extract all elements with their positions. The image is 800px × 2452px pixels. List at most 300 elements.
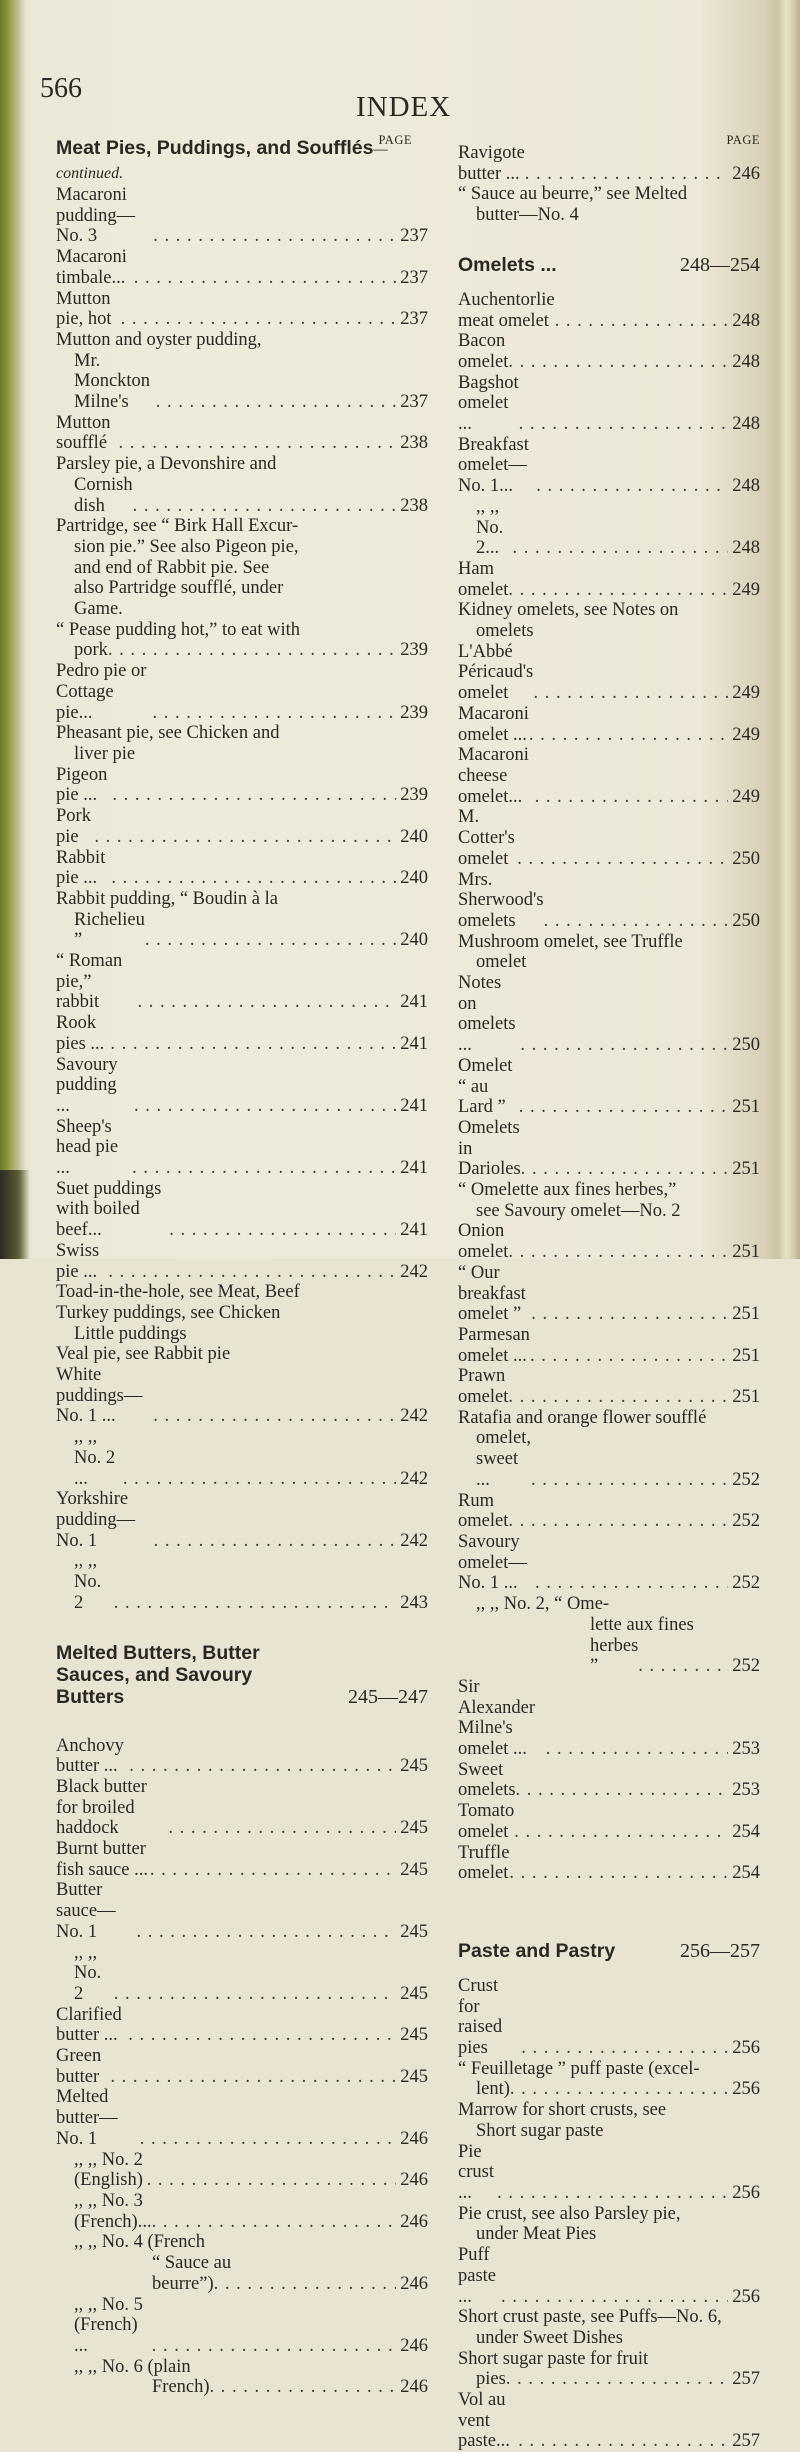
leader-dots	[112, 785, 396, 806]
entry-text: Rum omelet	[458, 1490, 509, 1532]
section-page-range: 245—247	[348, 1685, 428, 1708]
entry-text: Bagshot omelet ...	[458, 372, 519, 435]
entry-text: Mrs. Sherwood's omelets	[458, 869, 544, 931]
leader-dots	[150, 1860, 396, 1881]
leader-dots	[544, 911, 729, 932]
binding-shadow	[0, 1170, 30, 1259]
entry-text: L'Abbé Péricaud's omelet	[458, 641, 534, 704]
entry-page-number: 246	[400, 2335, 428, 2356]
index-entry	[458, 559, 760, 600]
entry-text: Partridge, see “ Birk Hall Excur-	[56, 516, 299, 537]
index-entry	[458, 1801, 760, 1842]
leader-dots	[497, 2183, 728, 2204]
entry-page-number: 246	[732, 163, 760, 184]
entry-page-number: 240	[400, 868, 428, 889]
entry-page-number: 237	[400, 392, 428, 413]
entry-text: Mutton pie, hot	[56, 288, 112, 330]
entry-page-number: 242	[400, 1468, 428, 1489]
entry-page-number: 238	[400, 495, 428, 516]
entry-text: Burnt butter fish sauce ...	[56, 1839, 148, 1880]
index-entry	[56, 185, 428, 247]
leader-dots	[508, 1387, 728, 1408]
entry-page-number: 240	[400, 930, 428, 951]
index-entry	[458, 1221, 760, 1262]
entry-text: Pigeon pie ...	[56, 764, 108, 806]
index-entry	[56, 951, 428, 1013]
entry-text: Auchentorlie meat omelet	[458, 289, 555, 331]
leader-dots	[108, 1262, 396, 1283]
leader-dots	[123, 1469, 396, 1490]
entry-text: ,, ,, No. 2...	[476, 496, 504, 559]
entry-text: Short sugar paste for fruit	[458, 2348, 649, 2369]
leader-dots	[169, 1220, 396, 1241]
entry-text: Onion omelet	[458, 1221, 509, 1263]
section-title-line: Sauces, and Savoury	[56, 1663, 253, 1686]
leader-dots	[134, 268, 397, 289]
leader-dots	[154, 1531, 397, 1552]
entry-text: Macaroni omelet ...	[458, 703, 529, 745]
entry-text: omelets	[476, 621, 534, 642]
entry-text: Short sugar paste	[476, 2120, 604, 2141]
leader-dots	[129, 1756, 396, 1777]
entry-text: Prawn omelet	[458, 1366, 509, 1408]
index-entry	[56, 2295, 428, 2357]
index-entry	[56, 889, 428, 910]
entry-text: Mutton and oyster pudding,	[56, 329, 262, 350]
index-entry	[56, 744, 428, 765]
leader-dots	[111, 868, 396, 889]
entry-page-number: 248	[732, 538, 760, 559]
entry-page-number: 251	[732, 1345, 760, 1366]
leader-dots	[140, 2129, 397, 2150]
entry-text: Mushroom omelet, see Truffle	[458, 931, 683, 952]
entry-text: Mutton soufflé	[56, 412, 111, 454]
entry-text: Turkey puddings, see Chicken	[56, 1302, 281, 1323]
index-entry	[56, 1179, 428, 1241]
index-entry	[56, 2274, 428, 2295]
leader-dots	[530, 1346, 728, 1367]
leader-dots	[147, 2170, 397, 2191]
entry-page-number: 254	[732, 1863, 760, 1884]
leader-dots	[508, 1511, 728, 1532]
index-entry	[56, 351, 428, 413]
entry-page-number: 239	[400, 785, 428, 806]
leader-dots	[512, 538, 728, 559]
index-entry	[56, 2150, 428, 2191]
page-edge	[766, 0, 800, 1259]
index-entry	[56, 1282, 428, 1303]
entry-text: “ Our breakfast omelet ”	[458, 1262, 526, 1325]
entry-page-number: 252	[732, 1511, 760, 1532]
entry-text: Savoury pudding ...	[56, 1054, 118, 1116]
index-entry	[458, 1491, 760, 1532]
leader-dots	[501, 2287, 728, 2308]
leader-dots	[531, 1304, 728, 1325]
entry-text: Puff paste ...	[458, 2245, 497, 2307]
leader-dots	[114, 1593, 396, 1614]
section-title: Meat Pies, Puddings, and Soufflés	[56, 137, 374, 159]
index-entry	[458, 1760, 760, 1801]
entry-text: Anchovy butter ...	[56, 1735, 124, 1777]
index-entry	[56, 537, 428, 558]
index-entry	[56, 1880, 428, 1942]
index-entry	[56, 2357, 428, 2378]
index-entry	[56, 1117, 428, 1179]
entry-page-number: 246	[400, 2128, 428, 2149]
left-column	[56, 134, 428, 2398]
leader-dots	[210, 2377, 397, 2398]
index-entry	[458, 745, 760, 807]
section-heading-paste-pastry	[458, 1940, 760, 1962]
index-entry	[56, 558, 428, 579]
entry-text: Rook pies ...	[56, 1013, 105, 1054]
entry-text: Melted butter—No. 1	[56, 2087, 118, 2149]
leader-dots	[110, 2067, 396, 2088]
entry-text: Truffle omelet	[458, 1842, 510, 1884]
entry-text: and end of Rabbit pie. See	[74, 557, 270, 578]
leader-dots	[152, 2212, 397, 2233]
index-entry	[458, 2121, 760, 2142]
index-entry	[458, 1594, 760, 1615]
entry-list-top	[458, 143, 760, 226]
entry-text: Mr. Monckton Milne's	[74, 350, 151, 413]
index-entry	[56, 1839, 428, 1880]
index-entry	[458, 1180, 760, 1201]
leader-dots	[145, 930, 396, 951]
entry-page-number: 238	[400, 433, 428, 454]
entry-text: Omelets in Darioles	[458, 1117, 521, 1180]
leader-dots	[508, 1242, 728, 1263]
leader-dots	[153, 226, 396, 247]
leader-dots	[153, 1406, 396, 1427]
entry-text: liver pie	[74, 743, 136, 764]
entry-page-number: 250	[732, 1035, 760, 1056]
entry-page-number: 256	[732, 2286, 760, 2307]
entry-text: butter—No. 4	[476, 205, 579, 226]
leader-dots	[108, 640, 396, 661]
entry-page-number: 246	[400, 2273, 428, 2294]
entry-page-number: 241	[400, 1095, 428, 1116]
index-entry	[458, 2349, 760, 2370]
book-binding	[0, 0, 26, 1259]
index-entry	[458, 2100, 760, 2121]
entry-text: Toad-in-the-hole, see Meat, Beef	[56, 1282, 300, 1303]
entry-page-number: 245	[400, 2066, 428, 2087]
entry-text: Bacon omelet	[458, 331, 509, 372]
entry-text: “ Feuilletage ” puff paste (excel-	[458, 2058, 700, 2079]
right-column	[458, 134, 760, 2452]
index-entry	[458, 1532, 760, 1594]
entry-page-number: 248	[732, 414, 760, 435]
index-entry	[56, 1344, 428, 1365]
entry-text: ,, ,, No. 4 (French	[74, 2232, 206, 2253]
index-entry	[56, 2191, 428, 2232]
entry-text: Pie crust, see also Parsley pie,	[458, 2203, 681, 2224]
entry-text: “ Sauce au	[152, 2253, 232, 2274]
entry-text: Macaroni timbale...	[56, 247, 127, 288]
entry-text: Cornish dish	[74, 474, 133, 516]
section-title-last: Butters	[56, 1685, 125, 1708]
index-entry	[458, 497, 760, 559]
leader-dots	[110, 1034, 396, 1055]
entry-page-number: 245	[400, 1818, 428, 1839]
index-entry	[458, 1325, 760, 1366]
index-entry	[56, 1303, 428, 1324]
entry-page-number: 251	[732, 1097, 760, 1118]
entry-text: Crust for raised pies	[458, 1975, 503, 2059]
index-entry	[56, 2005, 428, 2046]
leader-dots	[94, 827, 396, 848]
leader-dots	[546, 1739, 729, 1760]
section-title: Paste and Pastry	[458, 1939, 616, 1962]
entry-text: Swiss pie ...	[56, 1240, 100, 1282]
index-entry	[56, 599, 428, 620]
entry-text: Sheep's head pie ...	[56, 1116, 119, 1179]
leader-dots	[520, 1035, 728, 1056]
section-heading-omelets	[458, 254, 760, 276]
entry-text: Sweet omelets	[458, 1759, 516, 1801]
section-title-line: Melted Butters, Butter	[56, 1641, 260, 1664]
leader-dots	[517, 849, 728, 870]
leader-dots	[138, 992, 397, 1013]
entry-text: “ Roman pie,” rabbit	[56, 951, 123, 1013]
index-entry	[458, 2369, 760, 2390]
entry-page-number: 249	[732, 683, 760, 704]
entry-list-meat-pies	[56, 185, 428, 1614]
leader-dots	[121, 309, 397, 330]
index-entry	[458, 435, 760, 497]
index-entry	[56, 1365, 428, 1427]
leader-dots	[519, 1097, 729, 1118]
leader-dots	[518, 2431, 728, 2452]
section-page-range: 256—257	[680, 1939, 760, 1962]
entry-page-number: 246	[400, 2377, 428, 2398]
entry-page-number: 252	[732, 1469, 760, 1490]
entry-text: Kidney omelets, see Notes on	[458, 600, 679, 621]
index-entry	[458, 1428, 760, 1490]
leader-dots	[214, 2274, 397, 2295]
entry-text: Pheasant pie, see Chicken and	[56, 723, 280, 744]
index-entry	[458, 1677, 760, 1760]
entry-text: under Sweet Dishes	[476, 2327, 623, 2348]
index-entry	[56, 1013, 428, 1054]
index-entry	[56, 2087, 428, 2149]
entry-page-number: 250	[732, 848, 760, 869]
index-entry	[458, 807, 760, 869]
entry-text: see Savoury omelet—No. 2	[476, 1200, 681, 1221]
index-entry	[56, 1736, 428, 1777]
leader-dots	[536, 476, 728, 497]
entry-page-number: 251	[732, 1387, 760, 1408]
entry-page-number: 242	[400, 1406, 428, 1427]
index-entry	[458, 973, 760, 1056]
entry-text: “ Sauce au beurre,” see Melted	[458, 184, 688, 205]
index-entry	[56, 413, 428, 454]
index-entry	[458, 1408, 760, 1429]
entry-text: under Meat Pies	[476, 2224, 597, 2245]
leader-dots	[152, 703, 396, 724]
leader-dots	[519, 414, 729, 435]
entry-page-number: 248	[732, 476, 760, 497]
entry-text: Green butter	[56, 2046, 102, 2087]
index-entry	[56, 765, 428, 806]
leader-dots	[506, 2369, 728, 2390]
entry-text: Ravigote butter ...	[458, 143, 525, 184]
leader-dots	[119, 433, 397, 454]
entry-text: ,, ,, No. 2	[74, 1942, 102, 2004]
leader-dots	[508, 352, 728, 373]
index-entry	[56, 2253, 428, 2274]
index-entry	[56, 475, 428, 516]
entry-page-number: 245	[400, 1983, 428, 2004]
entry-page-number: 240	[400, 826, 428, 847]
entry-page-number: 257	[732, 2369, 760, 2390]
entry-text: pork	[74, 640, 108, 661]
leader-dots	[508, 580, 728, 601]
index-entry	[56, 454, 428, 475]
entry-text: beurre”)	[152, 2273, 214, 2294]
index-entry	[458, 143, 760, 184]
leader-dots	[156, 392, 397, 413]
entry-page-number: 243	[400, 1592, 428, 1613]
index-entry	[458, 870, 760, 932]
entry-page-number: 253	[732, 1739, 760, 1760]
index-entry	[458, 1366, 760, 1407]
index-entry	[56, 640, 428, 661]
index-entry	[56, 1324, 428, 1345]
leader-dots	[510, 2079, 728, 2100]
index-entry	[458, 2245, 760, 2307]
entry-page-number: 237	[400, 226, 428, 247]
entry-text: Parmesan omelet ...	[458, 1324, 530, 1366]
entry-text: Veal pie, see Rabbit pie	[56, 1344, 231, 1365]
index-entry	[458, 1263, 760, 1325]
index-entry	[458, 1201, 760, 1222]
index-entry	[56, 578, 428, 599]
entry-page-number: 253	[732, 1780, 760, 1801]
entry-text: Yorkshire pudding—No. 1	[56, 1489, 136, 1551]
index-entry	[458, 1615, 760, 1636]
section-heading-melted-butters	[56, 1642, 428, 1708]
index-entry	[458, 290, 760, 331]
index-entry	[458, 1636, 760, 1677]
entry-text: White puddings—No. 1 ...	[56, 1365, 143, 1427]
entry-page-number: 257	[732, 2431, 760, 2452]
leader-dots	[555, 311, 729, 332]
entry-text: ,, ,, No. 2 ...	[74, 1427, 116, 1489]
index-entry	[458, 642, 760, 704]
entry-page-number: 248	[732, 351, 760, 372]
index-entry	[56, 330, 428, 351]
leader-dots	[521, 2038, 728, 2059]
leader-dots	[168, 1818, 396, 1839]
entry-page-number: 241	[400, 1158, 428, 1179]
leader-dots	[132, 1158, 396, 1179]
entry-text: omelet, sweet ...	[476, 1428, 531, 1490]
entry-text: Parsley pie, a Devonshire and	[56, 454, 277, 475]
entry-text: lette aux fines	[590, 1614, 694, 1635]
index-entry	[56, 848, 428, 889]
index-entry	[56, 2046, 428, 2087]
index-entry	[56, 1777, 428, 1839]
index-entry	[56, 1427, 428, 1489]
index-entry	[458, 184, 760, 205]
entry-page-number: 249	[732, 786, 760, 807]
leader-dots	[521, 1159, 729, 1180]
index-entry	[56, 1551, 428, 1613]
entry-text: M. Cotter's omelet	[458, 807, 515, 869]
index-entry	[458, 331, 760, 372]
entry-text: Butter sauce—No. 1	[56, 1880, 116, 1942]
index-entry	[458, 2224, 760, 2245]
index-entry	[56, 806, 428, 847]
entry-text: ,, ,, No. 5 (French) ...	[74, 2294, 143, 2356]
entry-text: Sir Alexander Milne's omelet ...	[458, 1676, 536, 1760]
leader-dots	[134, 1096, 396, 1117]
entry-page-number: 250	[732, 910, 760, 931]
continued-note: —continued.	[56, 141, 388, 182]
index-entry	[56, 1055, 428, 1117]
index-entry	[56, 661, 428, 723]
entry-text: ,, ,, No. 2 (English)	[74, 2149, 143, 2191]
entry-page-number: 241	[400, 1033, 428, 1054]
leader-dots	[152, 2336, 396, 2357]
entry-page-number: 245	[400, 1921, 428, 1942]
entry-text: lent)	[476, 2079, 510, 2100]
section-title-line	[56, 1686, 428, 1708]
entry-text: Vol au vent paste...	[458, 2390, 510, 2452]
entry-page-number: 249	[732, 724, 760, 745]
entry-text: Pork pie	[56, 806, 91, 847]
entry-page-number: 241	[400, 1220, 428, 1241]
index-entry	[56, 1943, 428, 2005]
leader-dots	[533, 683, 728, 704]
entry-page-number: 251	[732, 1242, 760, 1263]
entry-text: omelet	[476, 952, 527, 973]
entry-page-number: 237	[400, 267, 428, 288]
index-entry	[56, 247, 428, 288]
entry-text: Breakfast omelet—No. 1...	[458, 434, 529, 497]
entry-page-number: 245	[400, 2025, 428, 2046]
index-entry	[458, 932, 760, 953]
leader-dots	[514, 1822, 728, 1843]
index-entry	[458, 2059, 760, 2080]
index-entry	[56, 2377, 428, 2398]
entry-text: Pedro pie or Cottage pie...	[56, 661, 147, 723]
entry-text: Ratafia and orange flower soufflé	[458, 1407, 707, 1428]
entry-text: Omelet “ au Lard ”	[458, 1055, 513, 1118]
index-entry	[458, 2390, 760, 2452]
entry-page-number: 245	[400, 1859, 428, 1880]
entry-text: herbes ”	[590, 1635, 639, 1677]
leader-dots	[535, 1573, 728, 1594]
entry-text: Macaroni pudding—No. 3	[56, 185, 136, 247]
entry-page-number: 249	[732, 579, 760, 600]
section-page-range: 248—254	[680, 253, 760, 276]
entry-page-number: 256	[732, 2038, 760, 2059]
leader-dots	[114, 1984, 396, 2005]
page-column-label: PAGE	[378, 133, 412, 147]
entry-page-number: 251	[732, 1304, 760, 1325]
index-entry	[56, 723, 428, 744]
entry-list-omelets	[458, 290, 760, 1884]
entry-page-number: 252	[732, 1656, 760, 1677]
index-entry	[56, 289, 428, 330]
entry-text: Ham omelet	[458, 558, 509, 600]
index-entry	[458, 1118, 760, 1180]
index-entry	[458, 2328, 760, 2349]
index-entry	[458, 2204, 760, 2225]
